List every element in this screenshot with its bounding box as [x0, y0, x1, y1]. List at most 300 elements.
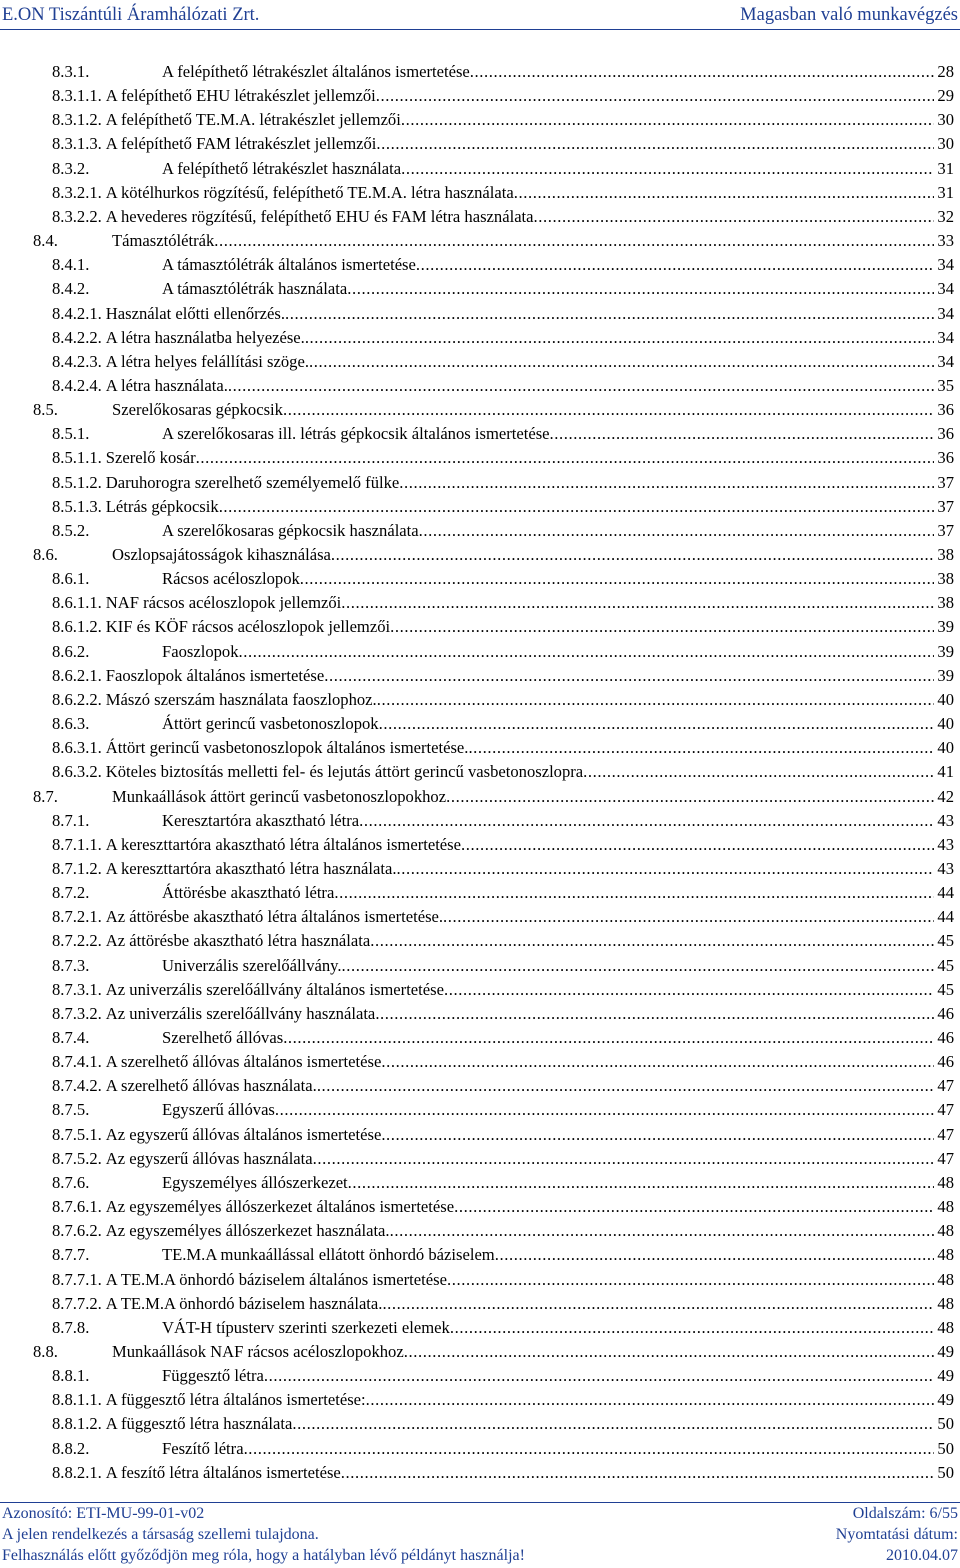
toc-entry-title: Az egyszerű állóvas általános ismertetése: [105, 1124, 382, 1144]
toc-entry-number: 8.6.3.1.: [52, 738, 102, 758]
toc-entry-number: 8.7.1.1.: [52, 834, 102, 854]
company-name: E.ON Tiszántúli Áramhálózati Zrt.: [2, 5, 260, 25]
toc-dot-leader: [244, 1437, 935, 1461]
toc-entry-title: A TE.M.A önhordó báziselem használata.: [105, 1293, 383, 1313]
toc-entry-title: A felépíthető létrakészlet használata: [162, 158, 402, 178]
toc-dot-leader: [239, 640, 935, 664]
toc-entry-title: A szerelőkosaras ill. létrás gépkocsik általános ismertetése: [162, 424, 550, 444]
toc-entry-page: 37: [937, 520, 954, 540]
toc-entry-title: Az univerzális szerelőállvány általános ismertetése: [105, 979, 444, 999]
toc-entry-number: 8.7.4.1.: [52, 1052, 102, 1072]
toc-entry[interactable]: [52, 132, 954, 156]
toc-dot-leader: [285, 302, 934, 326]
toc-entry-number: 8.7.7.2.: [52, 1293, 102, 1313]
toc-entry[interactable]: [52, 954, 954, 978]
toc-entry-page: 31: [937, 158, 954, 178]
toc-entry-number: 8.7.1.2.: [52, 858, 102, 878]
toc-entry-title: A felépíthető FAM létrakészlet jellemzői: [105, 134, 377, 154]
toc-entry-page: 46: [937, 1028, 954, 1047]
toc-entry-page: 49: [937, 1341, 954, 1361]
toc-entry[interactable]: [52, 60, 954, 84]
toc-entry-number: 8.7.1.: [52, 810, 90, 830]
toc-dot-leader: [196, 446, 935, 470]
toc-dot-leader: [399, 471, 934, 495]
toc-entry-number: 8.7.6.: [52, 1172, 90, 1192]
toc-entry[interactable]: [52, 929, 954, 953]
toc-entry-number: 8.3.1.3.: [52, 134, 102, 154]
toc-entry[interactable]: [52, 84, 954, 108]
toc-entry-number: 8.7.8.: [52, 1317, 90, 1337]
toc-entry-title: A hevederes rögzítésű, felépíthető EHU és FAM létra használata: [105, 206, 534, 226]
toc-entry-title: Áttört gerincű vasbetonoszlopok általános ismertetése.: [105, 738, 469, 758]
toc-entry[interactable]: [52, 978, 954, 1002]
toc-entry[interactable]: [52, 1123, 954, 1147]
toc-entry-number: 8.6.: [33, 545, 58, 564]
toc-entry-title: Keresztartóra akasztható létra: [162, 810, 360, 830]
toc-entry-number: 8.4.2.3.: [52, 351, 102, 371]
toc-entry-title: A kötélhurkos rögzítésű, felépíthető TE.M.A. létra használata: [105, 182, 514, 202]
toc-entry-title: Univerzális szerelőállvány.: [162, 955, 342, 975]
toc-dot-leader: [381, 1050, 934, 1074]
toc-entry-number: 8.6.2.: [52, 641, 90, 661]
toc-entry-number: 8.5.1.3.: [52, 496, 102, 516]
toc-dot-leader: [275, 1098, 935, 1122]
toc-entry-title: A létra használata.: [105, 375, 228, 395]
toc-entry[interactable]: [52, 495, 954, 519]
toc-entry-page: 43: [937, 810, 954, 830]
header-rule: [0, 29, 960, 30]
toc-dot-leader: [390, 1219, 935, 1243]
toc-entry-title: A kereszttartóra akasztható létra általános ismertetése: [105, 834, 461, 854]
toc-entry-title: Mászó szerszám használata faoszlophoz.: [105, 689, 377, 709]
toc-dot-leader: [443, 905, 934, 929]
toc-entry[interactable]: [52, 1147, 954, 1171]
toc-entry[interactable]: [52, 809, 954, 833]
toc-entry-number: 8.7.4.: [52, 1028, 90, 1047]
toc-entry[interactable]: [52, 253, 954, 277]
toc-entry[interactable]: [52, 350, 954, 374]
toc-dot-leader: [404, 1340, 935, 1364]
toc-entry-title: Áttört gerincű vasbetonoszlopok: [162, 714, 379, 734]
toc-entry-page: 50: [937, 1462, 954, 1482]
toc-dot-leader: [396, 857, 934, 881]
toc-entry-title: A TE.M.A önhordó báziselem általános ismertetése: [105, 1269, 447, 1289]
toc-entry-page: 45: [937, 955, 954, 975]
toc-dot-leader: [366, 1388, 935, 1412]
toc-entry[interactable]: [52, 664, 954, 688]
toc-dot-leader: [447, 1268, 934, 1292]
toc-entry-number: 8.4.2.2.: [52, 327, 102, 347]
toc-entry-page: 36: [937, 424, 954, 444]
toc-entry-page: 45: [937, 931, 954, 951]
toc-entry-page: 50: [937, 1414, 954, 1434]
toc-entry-number: 8.3.1.2.: [52, 110, 102, 130]
toc-entry-page: 38: [937, 569, 954, 589]
toc-entry-page: 30: [937, 110, 954, 130]
page-footer: [0, 1502, 960, 1568]
toc-dot-leader: [550, 422, 935, 446]
toc-entry-page: 35: [937, 375, 954, 395]
toc-entry[interactable]: [52, 1002, 954, 1026]
toc-entry-number: 8.3.2.1.: [52, 182, 102, 202]
toc-entry[interactable]: [52, 1171, 954, 1195]
toc-entry[interactable]: [52, 1243, 954, 1267]
page-number: Oldalszám: 6/55: [852, 1505, 958, 1522]
toc-entry[interactable]: [52, 519, 954, 543]
toc-entry-title: TE.M.A munkaállással ellátott önhordó báziselem: [162, 1245, 495, 1265]
toc-entry-number: 8.8.1.1.: [52, 1390, 102, 1410]
toc-entry[interactable]: [52, 471, 954, 495]
toc-dot-leader: [342, 954, 935, 978]
toc-dot-leader: [401, 108, 935, 132]
toc-entry-number: 8.6.3.2.: [52, 762, 102, 782]
toc-entry-page: 36: [937, 448, 954, 468]
toc-entry[interactable]: [52, 567, 954, 591]
toc-entry[interactable]: [52, 1412, 954, 1436]
toc-entry-number: 8.7.3.1.: [52, 979, 102, 999]
toc-entry-number: 8.5.2.: [52, 520, 90, 540]
toc-entry-page: 42: [937, 786, 954, 806]
print-date-label: Nyomtatási dátum:: [835, 1526, 958, 1543]
toc-entry-page: 41: [937, 762, 954, 782]
toc-dot-leader: [219, 495, 935, 519]
toc-entry-page: 48: [937, 1293, 954, 1313]
toc-entry-number: 8.5.: [33, 400, 58, 420]
toc-entry-title: Szerelő kosár: [105, 448, 196, 468]
toc-entry-title: Munkaállások NAF rácsos acéloszlopokhoz: [112, 1341, 404, 1361]
toc-dot-leader: [348, 1171, 935, 1195]
toc-entry-number: 8.8.1.: [52, 1366, 90, 1386]
toc-entry-title: Köteles biztosítás melletti fel- és lejutás áttört gerincű vasbetonoszlopra: [105, 762, 584, 782]
toc-entry-number: 8.4.2.4.: [52, 375, 102, 395]
toc-entry-page: 47: [937, 1076, 954, 1096]
toc-entry[interactable]: [52, 905, 954, 929]
page-header: [0, 0, 960, 30]
toc-entry-number: 8.8.1.2.: [52, 1414, 102, 1434]
toc-entry-number: 8.3.2.2.: [52, 206, 102, 226]
toc-entry-number: 8.7.5.2.: [52, 1148, 102, 1168]
toc-entry-number: 8.5.1.: [52, 424, 90, 444]
toc-entry-page: 33: [937, 231, 954, 251]
toc-entry-title: A felépíthető TE.M.A. létrakészlet jellemzői: [105, 110, 401, 130]
toc-entry-title: Egyszemélyes állószerkezet: [162, 1172, 348, 1192]
toc-entry-page: 46: [937, 1003, 954, 1023]
toc-dot-leader: [450, 1316, 935, 1340]
toc-entry[interactable]: [52, 591, 954, 615]
toc-entry-number: 8.5.1.2.: [52, 472, 102, 492]
toc-entry-page: 31: [937, 182, 954, 202]
toc-dot-leader: [461, 833, 934, 857]
toc-entry-number: 8.7.4.2.: [52, 1076, 102, 1096]
toc-entry[interactable]: [52, 374, 954, 398]
toc-entry-title: Feszítő létra: [162, 1438, 244, 1458]
toc-entry-page: 34: [937, 351, 954, 371]
toc-entry-title: Rácsos acéloszlopok: [162, 569, 300, 589]
toc-entry-title: Szerelhető állóvas: [162, 1028, 284, 1047]
toc-entry-page: 44: [937, 907, 954, 927]
toc-entry[interactable]: [52, 1074, 954, 1098]
toc-dot-leader: [390, 615, 934, 639]
toc-entry-number: 8.4.2.1.: [52, 303, 102, 323]
toc-dot-leader: [370, 929, 934, 953]
toc-entry-page: 37: [937, 496, 954, 516]
toc-entry[interactable]: [52, 881, 954, 905]
toc-entry-title: Az egyszerű állóvas használata: [105, 1148, 313, 1168]
toc-entry-number: 8.7.5.: [52, 1100, 90, 1120]
toc-entry-number: 8.3.1.: [52, 62, 90, 81]
toc-entry-page: 47: [937, 1148, 954, 1168]
toc-entry[interactable]: [33, 1340, 954, 1364]
document-id: Azonosító: ETI-MU-99-01-v02: [2, 1505, 205, 1522]
toc-entry-number: 8.6.1.2.: [52, 617, 102, 637]
toc-entry-page: 40: [937, 714, 954, 734]
toc-entry-number: 8.6.3.: [52, 714, 90, 734]
toc-dot-leader: [495, 1243, 935, 1267]
toc-entry-title: A szerelőkosaras gépkocsik használata: [162, 520, 419, 540]
toc-entry[interactable]: [52, 326, 954, 350]
toc-entry-title: A szerelhető állóvas használata.: [105, 1076, 317, 1096]
toc-entry-page: 40: [937, 689, 954, 709]
toc-entry[interactable]: [52, 688, 954, 712]
toc-entry-number: 8.8.2.: [52, 1438, 90, 1458]
toc-entry-title: A felépíthető EHU létrakészlet jellemzői: [105, 86, 376, 106]
toc-entry-title: Áttörésbe akasztható létra: [162, 883, 335, 903]
toc-entry-number: 8.5.1.1.: [52, 448, 102, 468]
toc-dot-leader: [419, 519, 935, 543]
toc-entry[interactable]: [33, 785, 954, 809]
footer-line-2: [2, 1524, 958, 1546]
toc-entry[interactable]: [52, 1316, 954, 1340]
toc-entry-page: 37: [937, 472, 954, 492]
toc-entry-title: Daruhorogra szerelhető személyemelő fülke: [105, 472, 400, 492]
toc-dot-leader: [359, 809, 934, 833]
toc-entry-title: A függesztő létra használata: [105, 1414, 293, 1434]
toc-dot-leader: [283, 398, 934, 422]
toc-dot-leader: [341, 1461, 935, 1485]
footer-line-1: [2, 1503, 958, 1525]
toc-entry-number: 8.6.1.: [52, 569, 90, 589]
toc-entry[interactable]: [52, 446, 954, 470]
toc-entry-number: 8.7.2.: [52, 883, 90, 903]
toc-entry-title: A létra használatba helyezése.: [105, 327, 305, 347]
toc-dot-leader: [376, 132, 934, 156]
toc-entry-title: VÁT-H típusterv szerinti szerkezeti elemek: [162, 1317, 450, 1337]
toc-entry-page: 39: [937, 641, 954, 661]
toc-entry-page: 29: [937, 86, 954, 106]
toc-entry[interactable]: [33, 398, 954, 422]
toc-entry-number: 8.7.2.1.: [52, 907, 102, 927]
toc-dot-leader: [444, 978, 934, 1002]
toc-entry-number: 8.6.2.1.: [52, 665, 102, 685]
toc-entry-page: 34: [937, 303, 954, 323]
toc-entry-page: 30: [937, 134, 954, 154]
toc-entry[interactable]: [52, 205, 954, 229]
toc-entry[interactable]: [52, 1195, 954, 1219]
toc-entry-title: Oszlopsajátosságok kihasználása: [112, 545, 331, 564]
toc-entry-number: 8.7.6.2.: [52, 1221, 102, 1241]
toc-entry-title: A támasztólétrák használata: [162, 279, 348, 299]
toc-entry-title: NAF rácsos acéloszlopok jellemzői: [105, 593, 342, 613]
toc-entry-title: A függesztő létra általános ismertetése:: [105, 1390, 366, 1410]
toc-entry[interactable]: [52, 1437, 954, 1461]
toc-entry[interactable]: [52, 1026, 954, 1050]
toc-dot-leader: [401, 157, 934, 181]
toc-entry[interactable]: [52, 302, 954, 326]
toc-dot-leader: [514, 181, 935, 205]
toc-entry-number: 8.7.7.: [52, 1245, 90, 1265]
toc-entry-number: 8.4.: [33, 231, 58, 251]
toc-entry[interactable]: [52, 1461, 954, 1485]
toc-dot-leader: [334, 881, 934, 905]
toc-entry-page: 39: [937, 665, 954, 685]
toc-entry[interactable]: [52, 1364, 954, 1388]
validity-warning: Felhasználás előtt győződjön meg róla, hogy a hatályban lévő példányt használja!: [2, 1547, 525, 1564]
toc-entry[interactable]: [52, 615, 954, 639]
toc-dot-leader: [283, 1026, 934, 1050]
toc-entry[interactable]: [33, 543, 954, 567]
toc-entry-page: 34: [937, 255, 954, 275]
toc-entry[interactable]: [52, 1098, 954, 1122]
toc-entry[interactable]: [52, 1219, 954, 1243]
toc-entry-number: 8.4.1.: [52, 255, 90, 275]
toc-entry-title: A kereszttartóra akasztható létra használata.: [105, 858, 397, 878]
toc-dot-leader: [583, 760, 934, 784]
toc-entry-page: 36: [937, 400, 954, 420]
toc-dot-leader: [416, 253, 935, 277]
toc-dot-leader: [379, 712, 935, 736]
toc-entry-page: 50: [937, 1438, 954, 1458]
toc-entry[interactable]: [52, 1292, 954, 1316]
toc-entry-title: A létra helyes felállítási szöge.: [105, 351, 309, 371]
toc-entry-page: 43: [937, 834, 954, 854]
toc-dot-leader: [377, 688, 935, 712]
toc-entry[interactable]: [52, 1050, 954, 1074]
toc-entry-title: Az áttörésbe akasztható létra használata: [105, 931, 371, 951]
toc-dot-leader: [305, 326, 935, 350]
toc-entry[interactable]: [52, 422, 954, 446]
toc-dot-leader: [313, 1147, 935, 1171]
toc-dot-leader: [264, 1364, 935, 1388]
toc-entry-number: 8.7.: [33, 786, 58, 806]
toc-entry-title: Az áttörésbe akasztható létra általános ismertetése.: [105, 907, 444, 927]
toc-entry-page: 48: [937, 1172, 954, 1192]
toc-entry-title: Szerelőkosaras gépkocsik: [112, 400, 283, 420]
toc-dot-leader: [534, 205, 935, 229]
toc-entry[interactable]: [52, 277, 954, 301]
toc-entry-number: 8.8.: [33, 1341, 58, 1361]
toc-entry-number: 8.6.2.2.: [52, 689, 102, 709]
toc-entry-title: Létrás gépkocsik: [105, 496, 219, 516]
toc-entry-page: 32: [937, 206, 954, 226]
toc-dot-leader: [376, 84, 935, 108]
toc-dot-leader: [382, 1292, 934, 1316]
toc-entry-page: 49: [937, 1390, 954, 1410]
toc-entry[interactable]: [52, 760, 954, 784]
toc-entry-number: 8.7.6.1.: [52, 1197, 102, 1217]
toc-entry-page: 40: [937, 738, 954, 758]
toc-entry-number: 8.7.7.1.: [52, 1269, 102, 1289]
toc-entry-title: Egyszerű állóvas: [162, 1100, 275, 1120]
toc-entry-title: A feszítő létra általános ismertetése: [105, 1462, 341, 1482]
toc-entry-number: 8.8.2.1.: [52, 1462, 102, 1482]
toc-dot-leader: [454, 1195, 934, 1219]
toc-entry[interactable]: [52, 712, 954, 736]
toc-entry[interactable]: [52, 157, 954, 181]
toc-entry-page: 45: [937, 979, 954, 999]
toc-entry-page: 46: [937, 1052, 954, 1072]
toc-dot-leader: [228, 374, 935, 398]
toc-dot-leader: [300, 567, 935, 591]
toc-dot-leader: [375, 1002, 934, 1026]
footer-line-3: [2, 1545, 958, 1567]
toc-entry-page: 28: [937, 62, 954, 81]
toc-entry-title: Az univerzális szerelőállvány használata: [105, 1003, 376, 1023]
toc-entry[interactable]: [52, 736, 954, 760]
toc-entry-title: Faoszlopok: [162, 641, 239, 661]
toc-entry-page: 38: [937, 593, 954, 613]
ownership-note: A jelen rendelkezés a társaság szellemi tulajdona.: [2, 1526, 319, 1543]
toc-entry-page: 48: [937, 1269, 954, 1289]
toc-entry-title: Az egyszemélyes állószerkezet használata.: [105, 1221, 390, 1241]
toc-entry-title: Faoszlopok általános ismertetése: [105, 665, 325, 685]
toc-entry-title: A támasztólétrák általános ismertetése: [162, 255, 416, 275]
toc-entry[interactable]: [52, 108, 954, 132]
toc-entry[interactable]: [52, 181, 954, 205]
toc-dot-leader: [341, 591, 934, 615]
toc-entry-page: 44: [937, 883, 954, 903]
toc-entry-number: 8.3.2.: [52, 158, 90, 178]
toc-entry[interactable]: [52, 1268, 954, 1292]
toc-entry-title: Használat előtti ellenőrzés.: [105, 303, 286, 323]
toc-entry-title: Függesztő létra: [162, 1366, 264, 1386]
toc-dot-leader: [331, 543, 935, 567]
toc-dot-leader: [470, 60, 935, 84]
toc-entry-title: A felépíthető létrakészlet általános ismertetése: [162, 62, 470, 81]
toc-entry[interactable]: [52, 1388, 954, 1412]
toc-entry-number: 8.3.1.1.: [52, 86, 102, 106]
toc-entry-title: Munkaállások áttört gerincű vasbetonoszlopokhoz: [112, 786, 447, 806]
toc-entry-page: 48: [937, 1221, 954, 1241]
print-date: 2010.04.07: [886, 1547, 958, 1564]
toc-entry[interactable]: [52, 833, 954, 857]
toc-entry-title: Az egyszemélyes állószerkezet általános ismertetése: [105, 1197, 455, 1217]
document-title: Magasban való munkavégzés: [740, 5, 958, 25]
toc-dot-leader: [324, 664, 934, 688]
toc-entry[interactable]: [52, 640, 954, 664]
toc-dot-leader: [214, 229, 934, 253]
toc-entry-page: 39: [937, 617, 954, 637]
toc-entry-number: 8.6.1.1.: [52, 593, 102, 613]
toc-dot-leader: [381, 1123, 934, 1147]
toc-entry-page: 47: [937, 1100, 954, 1120]
toc-entry-number: 8.7.3.2.: [52, 1003, 102, 1023]
toc-entry-page: 49: [937, 1366, 954, 1386]
toc-dot-leader: [309, 350, 934, 374]
toc-entry[interactable]: [52, 857, 954, 881]
toc-entry-page: 47: [937, 1124, 954, 1144]
toc-dot-leader: [468, 736, 934, 760]
toc-entry[interactable]: [33, 229, 954, 253]
toc-entry-number: 8.4.2.: [52, 279, 90, 299]
toc-entry-page: 34: [937, 279, 954, 299]
toc-entry-number: 8.7.3.: [52, 955, 90, 975]
toc-entry-page: 48: [937, 1197, 954, 1217]
toc-entry-title: A szerelhető állóvas általános ismertetése: [105, 1052, 382, 1072]
toc-dot-leader: [317, 1074, 935, 1098]
toc-entry-page: 34: [937, 327, 954, 347]
toc-entry-page: 48: [937, 1245, 954, 1265]
toc-entry-page: 38: [937, 545, 954, 564]
